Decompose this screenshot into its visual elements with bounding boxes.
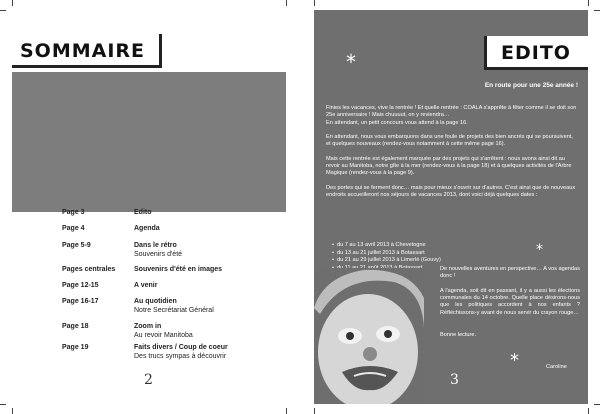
paragraph: Finies les vacances, vive la rentrée ! Et quelle rentrée : COALA s'apprête à fêter comme il se doit son 25e anniversaire ! Mais chuuuut, on y reviendra… xyxy=(326,105,577,119)
date-item: • du 7 au 13 avril 2013 à Chevetogne xyxy=(332,242,532,250)
toc-page: Page 18 xyxy=(62,323,89,330)
paragraph: Des portes qui se ferment donc… mais pour mieux s'ouvrir sur d'autres. C'est ainsi que de nouveaux endroits accueilleront nos séjours de vacances 2013, dont voici déjà quelques dates : xyxy=(326,185,576,199)
crop-mark xyxy=(286,0,287,6)
toc-subtitle: Au revoir Manitoba xyxy=(134,332,193,339)
toc-title: Edito xyxy=(134,209,152,216)
toc-title: Dans le rétro xyxy=(134,242,177,249)
crop-mark xyxy=(314,0,315,6)
toc-page: Pages centrales xyxy=(62,266,116,273)
date-item: • du 21 au 29 juillet 2013 à Limerlé (Gouvy) xyxy=(332,257,532,265)
crop-mark xyxy=(594,10,600,11)
left-page xyxy=(12,10,286,404)
page-number: 3 xyxy=(450,372,459,388)
toc-title: Agenda xyxy=(134,225,160,232)
toc-page: Page 12-15 xyxy=(62,282,99,289)
crop-mark xyxy=(314,408,315,414)
paragraph: En attendant, un petit concours vous attend à la page 16. xyxy=(326,120,468,126)
crop-mark xyxy=(588,0,589,6)
edito-banner xyxy=(484,36,588,70)
page-title: EDITO xyxy=(501,42,571,64)
sommaire-banner xyxy=(12,34,162,68)
crop-mark xyxy=(12,0,13,6)
crop-mark xyxy=(286,408,287,414)
toc-page: Page 4 xyxy=(62,225,85,232)
asterisk-icon: * xyxy=(346,50,356,74)
signature: Caroline xyxy=(546,364,567,370)
toc-title: Souvenirs d'été en images xyxy=(134,266,223,273)
paragraph: Mais cette rentrée est également marquée par des projets qui s'arrêtent : nous avons ainsi dit au revoir au Manitoba, notre gîte à la mer (rendez-vous à la page 18) et à quelques activités de l'Arbre Magique (rendez-vous à la page 9). xyxy=(326,156,572,177)
paragraph: De nouvelles aventures en perspective… A vos agendas donc ! xyxy=(440,266,580,280)
child-face-illustration xyxy=(314,268,424,404)
child-photo xyxy=(314,268,424,404)
date-item: • du 13 au 21 juillet 2013 à Botassart xyxy=(332,250,532,258)
edito-subtitle: En route pour une 25e année ! xyxy=(484,82,578,89)
asterisk-icon: * xyxy=(536,242,543,258)
toc-page: Page 3 xyxy=(62,209,85,216)
crop-mark xyxy=(594,404,600,405)
page-number: 2 xyxy=(144,372,153,388)
crop-mark xyxy=(12,408,13,414)
toc-title: Faits divers / Coup de coeur xyxy=(134,344,228,351)
asterisk-icon: * xyxy=(510,350,519,371)
toc-subtitle: Souvenirs d'été xyxy=(134,251,183,258)
toc-page: Page 16-17 xyxy=(62,298,99,305)
paragraph: A l'agenda, soit dit en passant, il y a aussi les élections communales du 14 octobre. Quelle place désirons-nous que les politiques accordent à nos enfants ? Réfléchissons-y avant de nous servir du crayon rouge… xyxy=(440,288,580,316)
toc-title: Au quotidien xyxy=(134,298,177,305)
toc-page: Page 5-9 xyxy=(62,242,91,249)
toc-page: Page 19 xyxy=(62,344,89,351)
page-title: SOMMAIRE xyxy=(20,40,146,62)
right-page xyxy=(314,10,588,404)
crop-mark xyxy=(0,404,6,405)
crop-mark xyxy=(588,408,589,414)
paragraph: Bonne lecture. xyxy=(440,332,477,338)
toc-subtitle: Des trucs sympas à découvrir xyxy=(134,353,227,360)
toc-title: A venir xyxy=(134,282,158,289)
paragraph: En attendant, nous vous embarquons dans une foule de projets des bien ancrés qui se poursuivent, et quelques nouveaux (rendez-vous notamment à cette même page 16). xyxy=(326,134,573,148)
crop-mark xyxy=(0,10,6,11)
toc-title: Zoom in xyxy=(134,323,162,330)
toc-subtitle: Notre Secrétariat Général xyxy=(134,307,214,314)
header-background xyxy=(12,72,286,212)
